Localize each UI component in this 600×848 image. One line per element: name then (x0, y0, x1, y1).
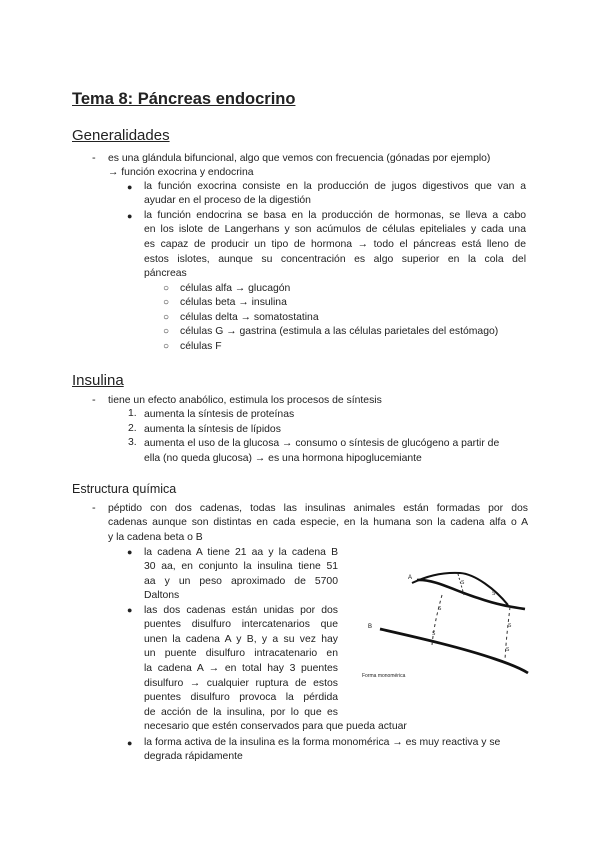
bullet-marker: ● (127, 211, 133, 221)
list-number: 2. (128, 423, 137, 434)
endocrina-line-4: estos islotes, aunque su concentración es algo superior en la cola del (144, 254, 526, 265)
cadena-line-4: Daltons (144, 590, 180, 601)
dash-marker: - (92, 502, 96, 514)
disulfide-bridge (432, 595, 442, 645)
exocrina-line-2: ayudar en el proceso de la digestión (144, 195, 311, 206)
insulina-item: aumenta la síntesis de lípidos (144, 424, 281, 435)
bullet-marker: ● (127, 182, 133, 192)
dash-marker: - (92, 394, 96, 406)
endocrina-line-3: es capaz de producir un tipo de hormona → todo el páncreas está lleno de (144, 239, 526, 250)
cell-item: células F (180, 341, 222, 352)
chain-b-label: B (368, 624, 373, 630)
puentes-line-1: las dos cadenas están unidas por dos (144, 605, 338, 616)
endocrina-line-5: páncreas (144, 268, 187, 279)
cadena-line-2: 30 aa, en conjunto la insulina tiene 51 (144, 561, 338, 572)
bullet-marker: ● (127, 605, 133, 615)
circle-marker: ○ (163, 283, 170, 294)
circle-marker: ○ (163, 326, 170, 337)
puentes-line-9: necesario que estén conservados para que pueda actuar (144, 721, 407, 732)
puentes-line-4: un puente disulfuro intracatenario en (144, 648, 338, 659)
circle-marker: ○ (163, 297, 170, 308)
sulfur-label: S (432, 631, 436, 637)
cell-item: células delta → somatostatina (180, 312, 319, 323)
cell-item: células alfa → glucagón (180, 283, 291, 294)
sulfur-label: S (492, 591, 496, 597)
endocrina-line-2: en los islote de Langerhans y son acúmulos de células epiteliales y cada una (144, 224, 526, 235)
cell-item: células beta → insulina (180, 297, 287, 308)
insulina-item-cont: ella (no queda glucosa) → es una hormona hipoglucemiante (144, 453, 422, 464)
chain-a-loop (412, 573, 508, 605)
exocrina-line-1: la función exocrina consiste en la producción de jugos digestivos que van a (144, 181, 526, 192)
puentes-line-5: la cadena A → en total hay 3 puentes (144, 663, 338, 674)
monomerica-line-2: degrada rápidamente (144, 751, 243, 762)
dash-marker: - (92, 152, 96, 164)
insulin-structure-diagram (360, 565, 530, 683)
page-title: Tema 8: Páncreas endocrino (72, 90, 296, 108)
heading-generalidades: Generalidades (72, 127, 170, 144)
generalidades-intro-line-2: → función exocrina y endocrina (108, 167, 254, 178)
cadena-line-1: la cadena A tiene 21 aa y la cadena B (144, 547, 338, 558)
bullet-marker: ● (127, 547, 133, 557)
generalidades-intro-line-1: es una glándula bifuncional, algo que vemos con frecuencia (gónadas por ejemplo) (108, 153, 491, 164)
endocrina-line-1: la función endocrina se basa en la producción de hormonas, se lleva a cabo (144, 210, 526, 221)
estructura-intro-line-3: y la cadena beta o B (108, 532, 203, 543)
cell-item: células G → gastrina (estimula a las células parietales del estómago) (180, 326, 499, 337)
sulfur-label: S (506, 647, 510, 653)
puentes-line-6: disulfuro → cualquier ruptura de estos (144, 678, 338, 689)
circle-marker: ○ (163, 341, 170, 352)
estructura-intro-line-1: péptido con dos cadenas, todas las insulinas animales están formadas por dos (108, 503, 528, 514)
estructura-intro-line-2: cadenas aunque son distintas en cada especie, en la humana son la cadena alfa o A (108, 517, 528, 528)
list-number: 1. (128, 408, 137, 419)
puentes-line-8: de acción de la insulina, por lo que es (144, 707, 338, 718)
sulfur-label: S (461, 580, 465, 586)
puentes-line-2: puentes disulfuro intercatenarios que (144, 619, 338, 630)
heading-insulina: Insulina (72, 372, 124, 389)
chain-a-label: A (408, 575, 413, 581)
circle-marker: ○ (163, 312, 170, 323)
insulina-item: aumenta la síntesis de proteínas (144, 409, 295, 420)
puentes-line-3: unen la cadena A y B, y a su vez hay (144, 634, 338, 645)
puentes-line-7: puentes disulfuro provoca la pérdida (144, 692, 338, 703)
diagram-caption: Forma monomérica (362, 673, 406, 679)
insulina-item: aumenta el uso de la glucosa → consumo o síntesis de glucógeno a partir de (144, 438, 500, 449)
monomerica-line-1: la forma activa de la insulina es la forma monomérica → es muy reactiva y se (144, 737, 501, 748)
cadena-line-3: aa y un peso aproximado de 5700 (144, 576, 338, 587)
bullet-marker: ● (127, 738, 133, 748)
list-number: 3. (128, 437, 137, 448)
insulina-intro: tiene un efecto anabólico, estimula los procesos de síntesis (108, 395, 382, 406)
chain-a-line (417, 580, 525, 609)
heading-estructura: Estructura química (72, 482, 177, 496)
sulfur-label: S (508, 623, 512, 629)
sulfur-label: S (438, 606, 442, 612)
